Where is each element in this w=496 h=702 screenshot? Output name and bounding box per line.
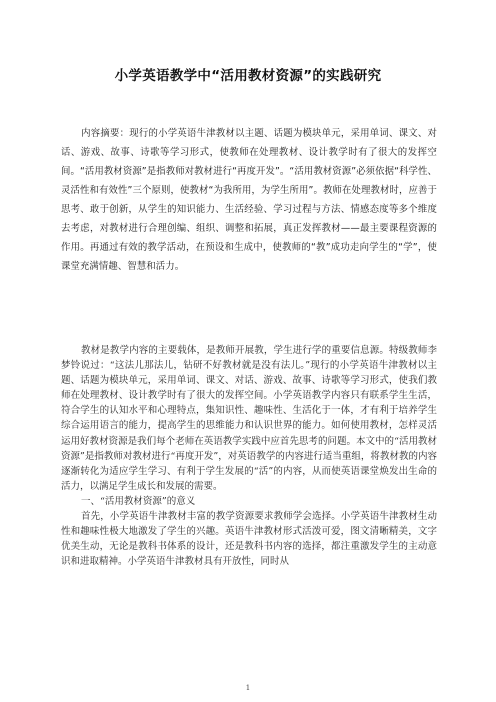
abstract-text: 内容摘要：现行的小学英语牛津教材以主题、话题为模块单元，采用单词、课文、对话、游戏、故事、诗歌等学习形式，使教师在处理教材、设计教学时有了很大的发挥空间。“活用教材资源”是指教师对教材进行“再度开发”。“活用教材资源”必须依据“科学性、灵活性和有效性”三个原则，使教材“为我所用，为学生所用”。教师在处理教材时，应善于思考、敢于创新，从学生的知识能力、生活经验、学习过程与方法、情感态度等多个维度去考虑，对教材进行合理创编、组织、调整和拓展，真正发挥教材——最主要课程资源的作用。再通过有效的教学活动，在预设和生成中，使教师的“教”成功走向学生的“学”，使课堂充满情趣、智慧和活力。 — [61, 128, 437, 272]
page-number: 1 — [245, 684, 251, 692]
body-text — [61, 343, 437, 569]
document-title: 小学英语教学中“活用教材资源”的实践研究 — [114, 68, 382, 84]
body-paragraph-1: 教材是教学内容的主要载体，是教师开展教，学生进行学的重要信息源。特级教师李梦铃说过：“这法儿那法儿，钻研不好教材就是没有法儿。”现行的小学英语牛津教材以主题、话题为模块单元，采用单词、课文、对话、游戏、故事、诗歌等学习形式，使我们教师在处理教材、设计教学时有了很大的发挥空间。小学英语教学内容只有联系学生生活，符合学生的认知水平和心理特点，集知识性、趣味性、生活化于一体，才有利于培养学生综合运用语言的能力，提高学生的思维能力和认识世界的能力。如何使用教材，怎样灵活运用好教材资源是我们每个老师在英语教学实践中应首先思考的问题。本文中的“活用教材资源”是指教师对教材进行“再度开发”，对英语教学的内容进行适当重组，将教材教的内容逐渐转化为适应学生学习、有利于学生发展的“活”的内容，从而使英语课堂焕发出生命的活力，以满足学生成长和发展的需要。 — [61, 345, 437, 492]
abstract — [61, 124, 437, 276]
section-heading: 一、“活用教材资源”的意义 — [81, 495, 196, 507]
body-paragraph-2: 首先，小学英语牛津教材丰富的教学资源要求教师学会选择。小学英语牛津教材生动性和趣味性极大地激发了学生的兴趣。英语牛津教材形式活泼可爱，图文清晰精美，文字优美生动，无论是教科书体系的设计，还是教科书内容的选择，都注重激发学生的主动意识和进取精神。小学英语牛津教材具有开放性，同时从 — [61, 511, 437, 568]
